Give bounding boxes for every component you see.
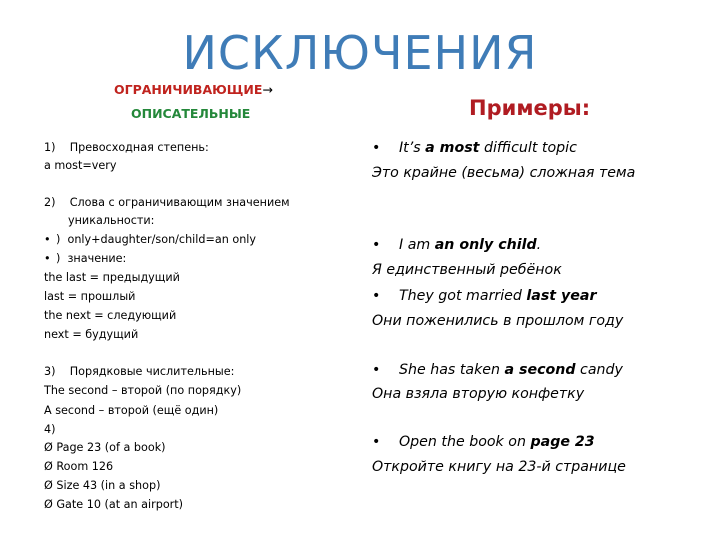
example-5-translation: Откройте книгу на 23-й странице: [372, 459, 626, 475]
bullet-icon: •: [372, 140, 381, 156]
rule-line: 3) Порядковые числительные:: [44, 365, 235, 378]
descriptive-heading: ОПИСАТЕЛЬНЫЕ: [131, 106, 251, 121]
bullet-icon: •: [44, 233, 51, 246]
example-3: • They got married last year: [372, 288, 597, 304]
restrictive-heading: [114, 82, 273, 97]
example-1: • It’s a most difficult topic: [372, 140, 577, 156]
arrow-icon: →: [262, 82, 273, 97]
rule-line: • ) значение:: [44, 252, 127, 265]
rule-line: Ø Size 43 (in a shop): [44, 479, 161, 492]
example-2-translation: Я единственный ребёнок: [372, 262, 562, 278]
rule-line: A second – второй (ещё один): [44, 404, 219, 417]
rule-line: Ø Room 126: [44, 460, 114, 473]
rule-line: уникальности:: [68, 214, 155, 227]
rule-line: • ) only+daughter/son/child=an only: [44, 233, 257, 246]
example-4-translation: Она взяла вторую конфетку: [372, 386, 585, 402]
bullet-icon: •: [372, 237, 381, 253]
bullet-icon: •: [44, 252, 51, 265]
bullet-icon: •: [372, 362, 381, 378]
bullet-icon: •: [372, 288, 381, 304]
rule-line: last = прошлый: [44, 290, 136, 303]
rule-line: The second – второй (по порядку): [44, 384, 242, 397]
example-3-translation: Они поженились в прошлом году: [372, 313, 624, 329]
bullet-icon: •: [372, 434, 381, 450]
rule-line: Ø Page 23 (of a book): [44, 441, 166, 454]
example-4: • She has taken a second candy: [372, 362, 623, 378]
examples-heading: Примеры:: [469, 96, 591, 120]
rule-line: the next = следующий: [44, 309, 177, 322]
slide-title: ИСКЛЮЧЕНИЯ: [182, 26, 538, 80]
rule-line: the last = предыдущий: [44, 271, 180, 284]
example-1-translation: Это крайне (весьма) сложная тема: [372, 165, 636, 181]
rule-line: a most=very: [44, 159, 117, 172]
restrictive-label: ОГРАНИЧИВАЮЩИЕ: [114, 82, 263, 97]
rule-line: 1) Превосходная степень:: [44, 141, 209, 154]
rule-line: 2) Слова с ограничивающим значением: [44, 196, 290, 209]
rule-line: 4): [44, 423, 56, 436]
example-5: • Open the book on page 23: [372, 434, 595, 450]
rule-line: next = будущий: [44, 328, 139, 341]
example-2: • I am an only child.: [372, 237, 542, 253]
rule-line: Ø Gate 10 (at an airport): [44, 498, 184, 511]
